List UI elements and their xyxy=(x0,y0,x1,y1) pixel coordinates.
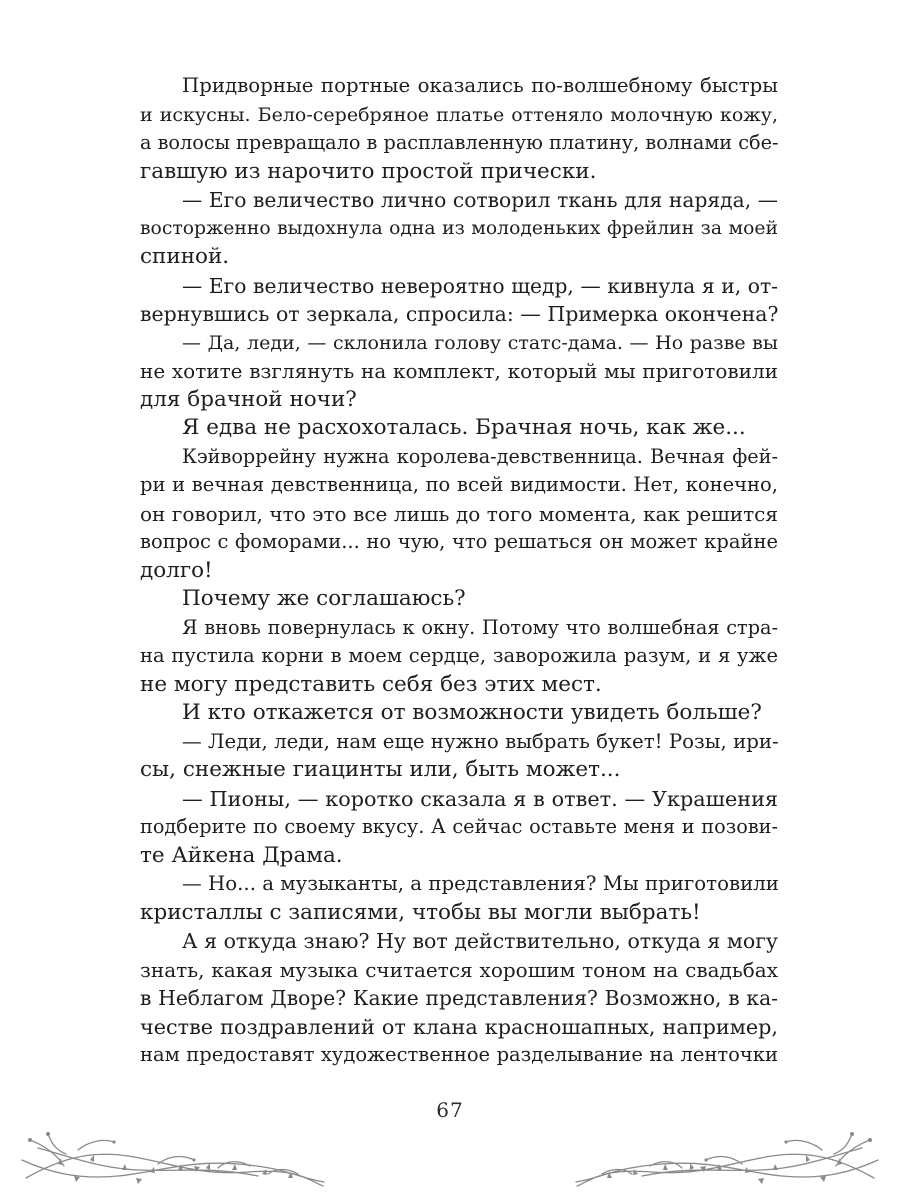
text-line: честве поздравлений от клана красношапных, например, xyxy=(140,1014,778,1039)
text-line: подберите по своему вкусу. А сейчас оставьте меня и позови- xyxy=(140,815,778,838)
text-line: а волосы превращало в расплавленную платину, волнами сбе- xyxy=(140,131,779,154)
text-line: — Да, леди, — склонила голову статс-дама. — Но разве вы xyxy=(182,331,778,354)
thorny-vine-ornament-icon xyxy=(18,1120,328,1190)
body-text xyxy=(140,72,778,1070)
text-line: и искусны. Бело-серебряное платье оттеняло молочную кожу, xyxy=(140,103,778,126)
text-line: И кто откажется от возможности увидеть больше? xyxy=(182,700,762,725)
text-line: спиной. xyxy=(140,244,230,269)
text-line: для брачной ночи? xyxy=(140,386,357,412)
text-line: — Но... а музыканты, а представления? Мы приготовили xyxy=(182,872,779,895)
page-number: 67 xyxy=(436,1098,464,1122)
text-line: в Неблагом Дворе? Какие представления? Возможно, в ка- xyxy=(140,986,778,1010)
text-line: нам предоставят художественное разделывание на ленточки xyxy=(140,1043,778,1066)
text-line: сы, снежные гиацинты или, быть может... xyxy=(140,757,621,782)
thorny-vine-ornament-icon xyxy=(572,1120,882,1190)
text-line: не хотите взглянуть на комплект, который мы приготовили xyxy=(140,359,778,383)
text-line: Я едва не расхохоталась. Брачная ночь, как же... xyxy=(182,415,746,440)
text-line: восторженно выдохнула одна из молоденьких фрейлин за моей xyxy=(140,217,778,239)
text-line: долго! xyxy=(140,557,213,583)
text-line: ри и вечная девственница, по всей видимости. Нет, конечно, xyxy=(140,473,778,496)
text-line: — Его величество невероятно щедр, — кивнула я и, от- xyxy=(182,273,778,298)
text-line: он говорил, что это все лишь до того момента, как решится xyxy=(140,501,778,526)
text-line: на пустила корни в моем сердце, заворожила разум, и я уже xyxy=(140,644,778,667)
text-line: вопрос с фоморами... но чую, что решаться он может крайне xyxy=(140,530,778,553)
text-line: кристаллы с записями, чтобы вы могли выбрать! xyxy=(140,899,701,925)
text-line: — Его величество лично сотворил ткань для наряда, — xyxy=(182,188,778,212)
text-line: Кэйворрейну нужна королева-девственница. Вечная фей- xyxy=(182,444,778,468)
text-line: Придворные портные оказались по-волшебному быстры xyxy=(182,74,778,97)
text-line: — Пионы, — коротко сказала я в ответ. — Украшения xyxy=(182,786,778,811)
text-line: Я вновь повернулась к окну. Потому что волшебная стра- xyxy=(182,615,778,639)
text-line: Почему же соглашаюсь? xyxy=(182,586,466,611)
text-line: знать, какая музыка считается хорошим тоном на свадьбах xyxy=(140,957,778,982)
text-line: не могу представить себя без этих мест. xyxy=(140,671,602,697)
text-line: вернувшись от зеркала, спросила: — Примерка окончена? xyxy=(140,302,779,326)
text-line: — Леди, леди, нам еще нужно выбрать букет! Розы, ири- xyxy=(182,729,779,753)
text-line: гавшую из нарочито простой прически. xyxy=(140,158,597,184)
text-line: те Айкена Драма. xyxy=(140,842,343,868)
text-line: А я откуда знаю? Ну вот действительно, откуда я могу xyxy=(182,929,778,953)
